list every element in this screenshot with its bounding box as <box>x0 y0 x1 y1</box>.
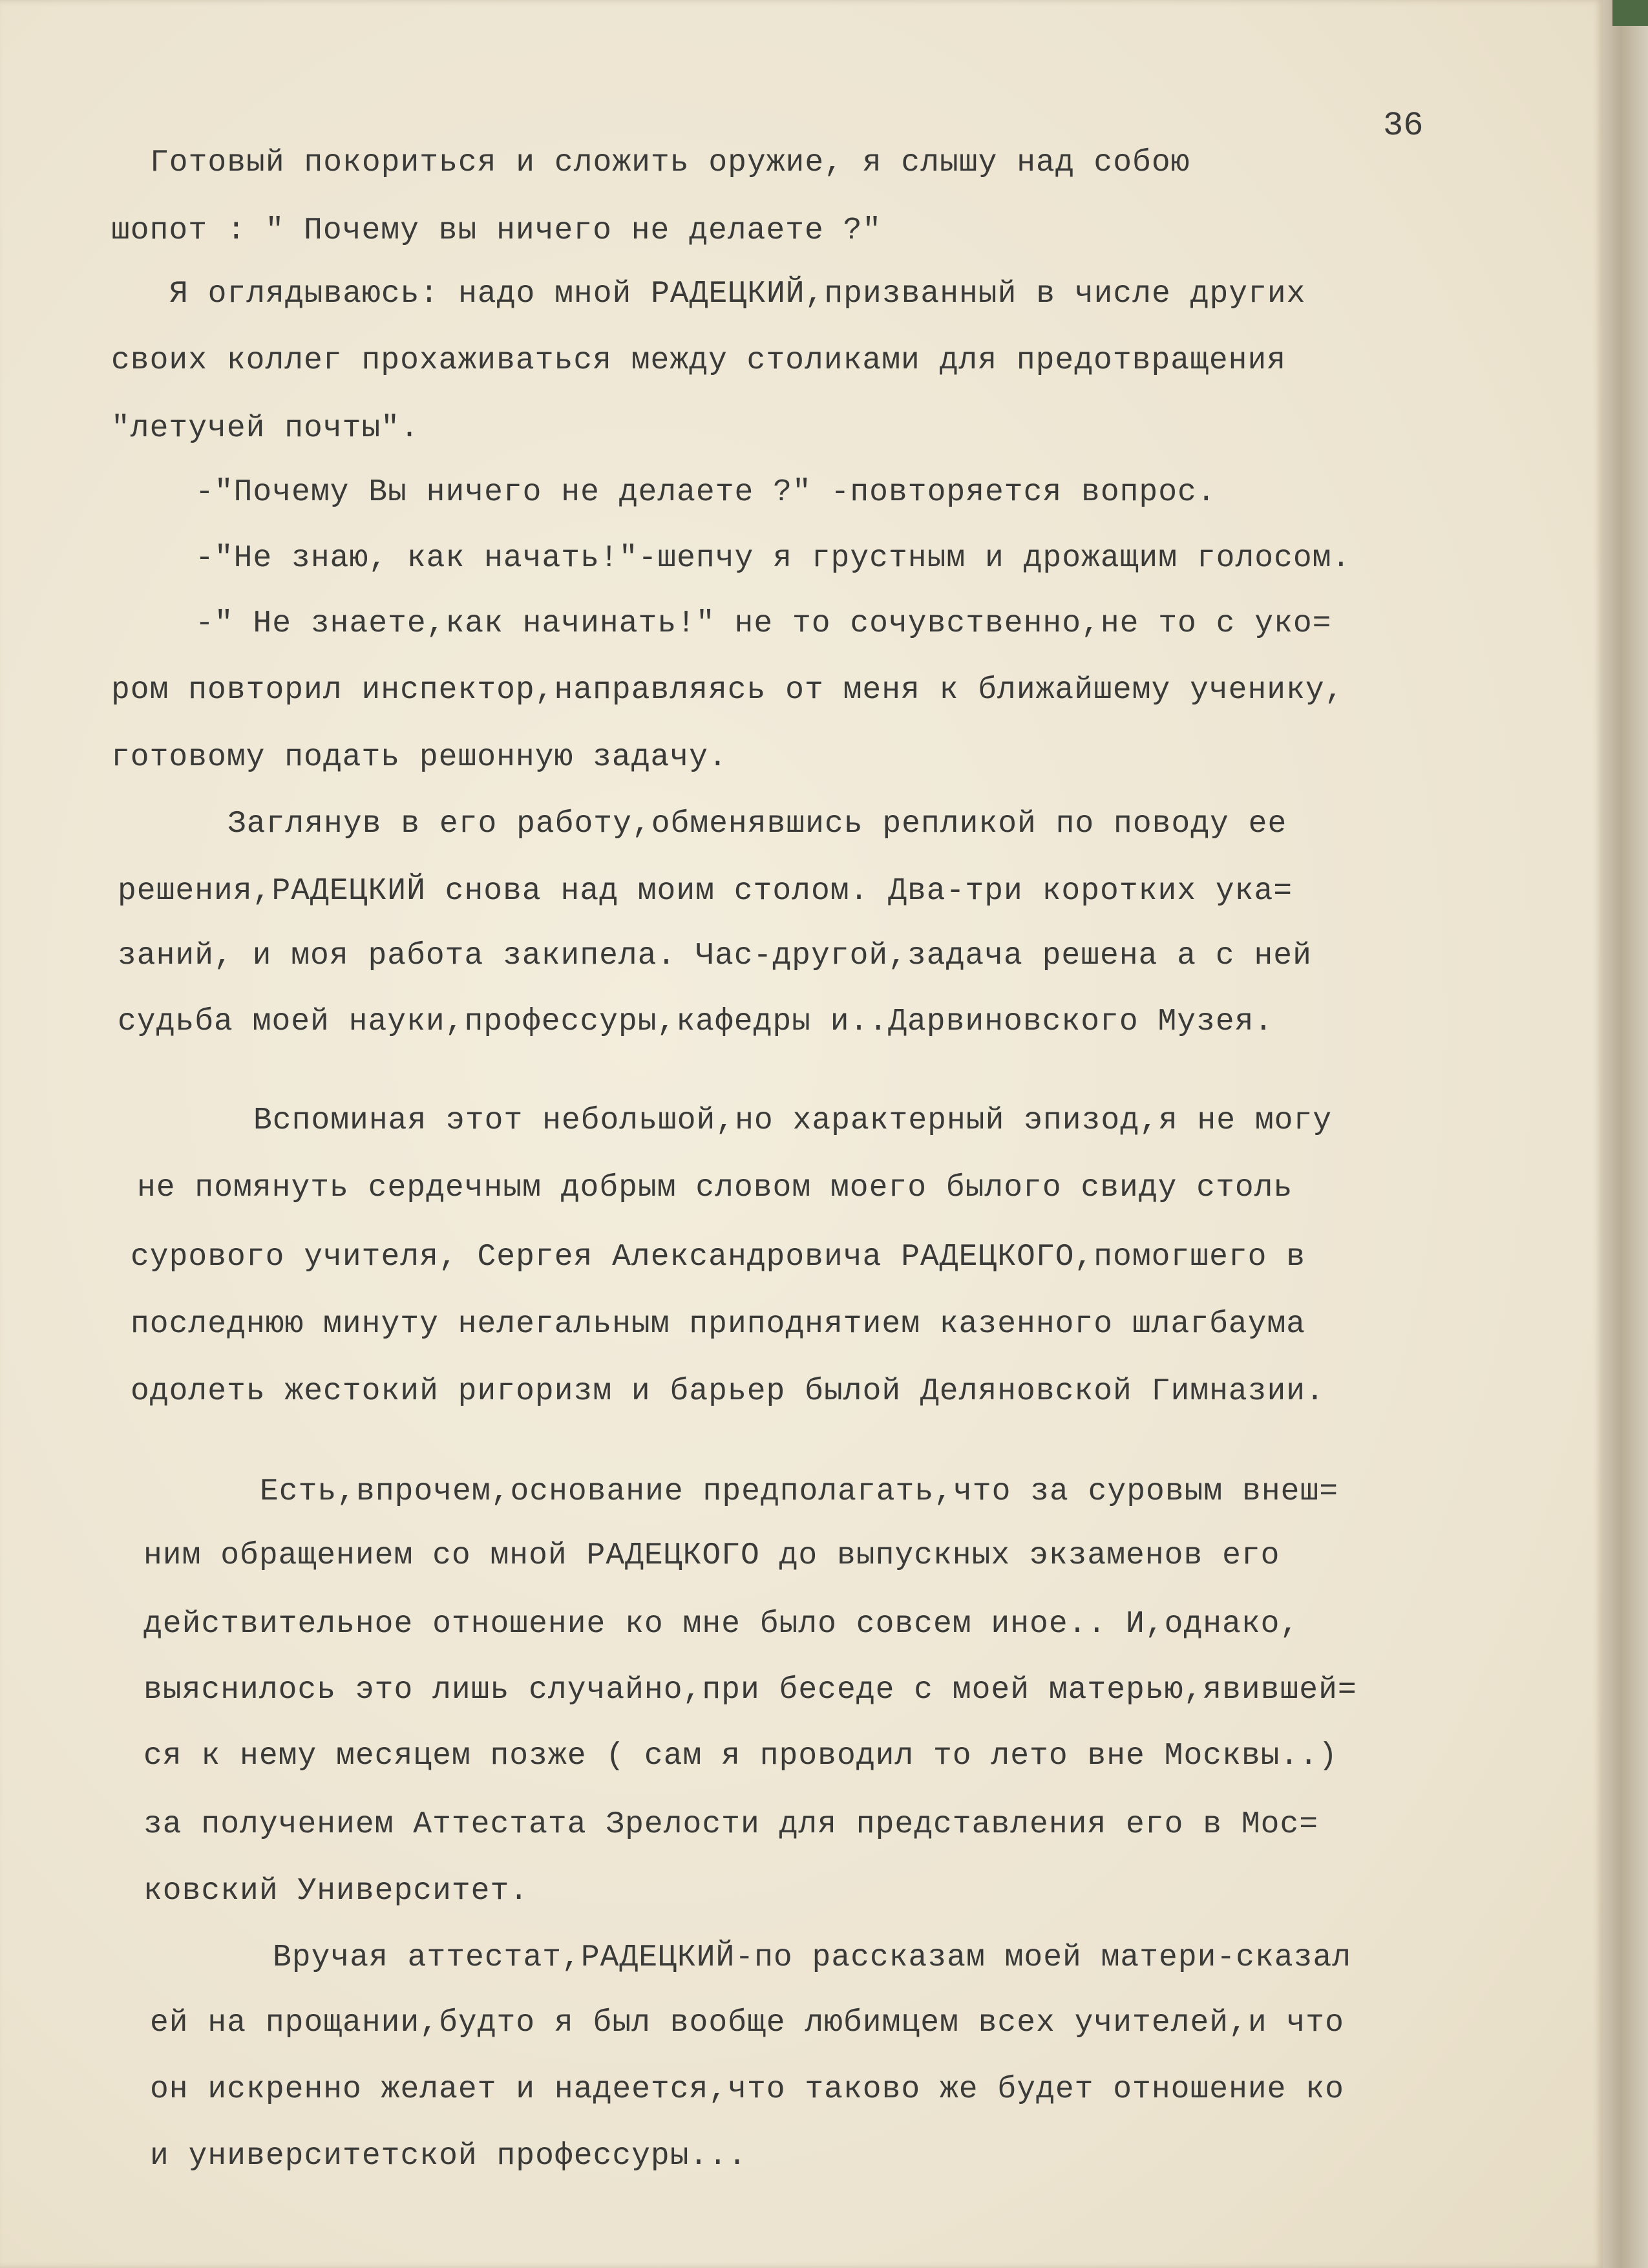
text-line: ним обращением со мной РАДЕЦКОГО до выпускных экзаменов его <box>143 1538 1280 1573</box>
text-line: ей на прощании,будто я был вообще любимцем всех учителей,и что <box>150 2006 1344 2040</box>
text-line: ся к нему месяцем позже ( сам я проводил то лето вне Москвы..) <box>143 1739 1338 1774</box>
text-line: Вручая аттестат,РАДЕЦКИЙ-по рассказам моей матери-сказал <box>273 1940 1352 1975</box>
text-line: -"Не знаю, как начать!"-шепчу я грустным и дрожащим голосом. <box>195 541 1351 576</box>
background-strip <box>1612 0 1648 26</box>
text-line: Готовый покориться и сложить оружие, я слышу над собою <box>150 145 1190 180</box>
text-line: шопот : " Почему вы ничего не делаете ?" <box>111 213 882 248</box>
text-line: выяснилось это лишь случайно,при беседе с моей матерью,явившей= <box>143 1673 1357 1708</box>
text-line: "летучей почты". <box>111 411 419 446</box>
text-line: -" Не знаете,как начинать!" не то сочувственно,не то с уко= <box>195 606 1332 641</box>
page-number: 36 <box>1383 107 1424 145</box>
text-line: ром повторил инспектор,направляясь от меня к ближайшему ученику, <box>111 673 1344 708</box>
text-line: Есть,впрочем,основание предполагать,что за суровым внеш= <box>260 1474 1339 1509</box>
text-line: готовому подать решонную задачу. <box>111 740 728 775</box>
text-line: он искренно желает и надеется,что таково же будет отношение ко <box>150 2072 1344 2107</box>
text-line: одолеть жестокий ригоризм и барьер былой Деляновской Гимназии. <box>131 1374 1325 1409</box>
text-line: действительное отношение ко мне было совсем иное.. И,однако, <box>143 1607 1300 1642</box>
text-line: -"Почему Вы ничего не делаете ?" -повторяется вопрос. <box>195 475 1216 510</box>
text-line: своих коллег прохаживаться между столиками для предотвращения <box>111 343 1287 378</box>
text-line: Вспоминая этот небольшой,но характерный эпизод,я не могу <box>253 1103 1333 1138</box>
text-line: судьба моей науки,профессуры,кафедры и..Дарвиновского Музея. <box>118 1004 1274 1039</box>
text-line: заний, и моя работа закипела. Час-другой,задача решена а с ней <box>118 938 1312 973</box>
text-line: не помянуть сердечным добрым словом моего былого свиду столь <box>137 1171 1293 1205</box>
text-line: за получением Аттестата Зрелости для представления его в Мос= <box>143 1807 1319 1842</box>
page-edge-shadow <box>1603 0 1648 2268</box>
text-line: Я оглядываюсь: надо мной РАДЕЦКИЙ,призванный в числе других <box>169 277 1306 312</box>
text-line: последнюю минуту нелегальным приподнятием казенного шлагбаума <box>131 1307 1306 1342</box>
text-line: Заглянув в его работу,обменявшись репликой по поводу ее <box>227 807 1287 842</box>
text-line: сурового учителя, Сергея Александровича РАДЕЦКОГО,помогшего в <box>131 1240 1306 1275</box>
text-line: и университетской профессуры... <box>150 2139 747 2174</box>
text-line: решения,РАДЕЦКИЙ снова над моим столом. Два-три коротких ука= <box>118 874 1293 909</box>
text-line: ковский Университет. <box>143 1874 529 1909</box>
